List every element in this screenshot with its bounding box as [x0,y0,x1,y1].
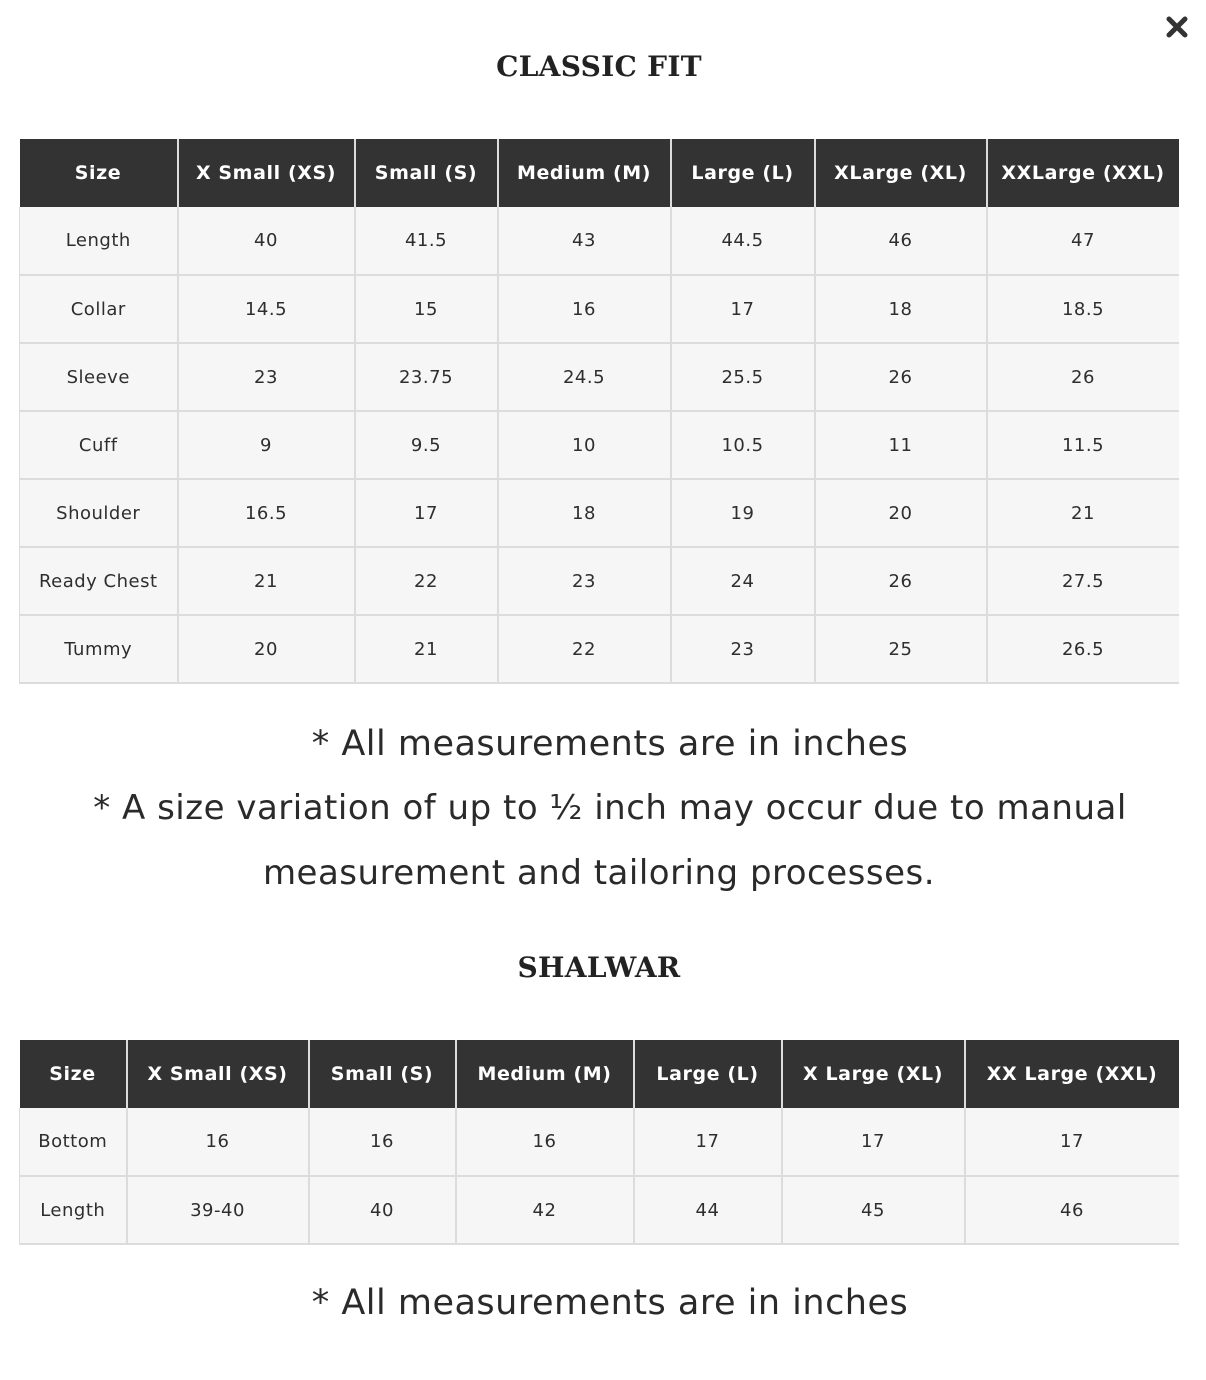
shalwar-size-table [19,1040,1179,1245]
table-cell: 16 [456,1108,634,1176]
table-cell: 14.5 [178,275,355,343]
column-header: Size [20,139,178,207]
classic-fit-title: CLASSIC FIT [496,50,702,83]
table-cell: 24 [671,547,815,615]
table-cell: 47 [987,207,1179,275]
table-cell: 25.5 [671,343,815,411]
row-label: Collar [20,275,178,343]
table-cell: 17 [782,1108,965,1176]
table-cell: 23 [671,615,815,683]
table-cell: 16 [309,1108,456,1176]
column-header: Small (S) [309,1040,456,1108]
table-cell: 41.5 [355,207,498,275]
close-button[interactable] [1162,12,1192,42]
table-cell: 9 [178,411,355,479]
table-cell: 26.5 [987,615,1179,683]
column-header: Medium (M) [498,139,671,207]
table-row [20,1176,1179,1244]
column-header: Large (L) [634,1040,782,1108]
table-cell: 21 [355,615,498,683]
column-header: XXLarge (XXL) [987,139,1179,207]
table-row [20,1108,1179,1176]
table-cell: 22 [498,615,671,683]
row-label: Bottom [20,1108,127,1176]
table-cell: 24.5 [498,343,671,411]
table-cell: 17 [355,479,498,547]
table-cell: 22 [355,547,498,615]
column-header: XX Large (XXL) [965,1040,1179,1108]
column-header: X Small (XS) [178,139,355,207]
measurement-note: * All measurements are in inches [311,724,909,764]
table-cell: 25 [815,615,987,683]
column-header: Large (L) [671,139,815,207]
column-header: Medium (M) [456,1040,634,1108]
table-row [20,343,1179,411]
table-cell: 10 [498,411,671,479]
table-cell: 15 [355,275,498,343]
row-label: Shoulder [20,479,178,547]
table-cell: 20 [178,615,355,683]
table-cell: 39-40 [127,1176,309,1244]
table-row [20,615,1179,683]
row-label: Ready Chest [20,547,178,615]
table-cell: 18 [815,275,987,343]
table-cell: 17 [965,1108,1179,1176]
row-label: Length [20,1176,127,1244]
table-cell: 17 [671,275,815,343]
table-cell: 11.5 [987,411,1179,479]
table-cell: 20 [815,479,987,547]
shalwar-measurement-note: * All measurements are in inches [311,1283,909,1323]
table-cell: 46 [815,207,987,275]
row-label: Sleeve [20,343,178,411]
table-row [20,411,1179,479]
table-cell: 26 [987,343,1179,411]
table-row [20,547,1179,615]
table-cell: 26 [815,547,987,615]
table-cell: 21 [178,547,355,615]
table-cell: 9.5 [355,411,498,479]
table-cell: 40 [178,207,355,275]
table-cell: 23.75 [355,343,498,411]
table-cell: 26 [815,343,987,411]
close-icon [1166,16,1188,38]
table-cell: 11 [815,411,987,479]
table-cell: 46 [965,1176,1179,1244]
table-cell: 44.5 [671,207,815,275]
table-cell: 16 [498,275,671,343]
classic-fit-size-table [19,139,1179,684]
table-cell: 27.5 [987,547,1179,615]
table-row [20,207,1179,275]
table-cell: 16.5 [178,479,355,547]
table-cell: 18.5 [987,275,1179,343]
row-label: Cuff [20,411,178,479]
table-cell: 40 [309,1176,456,1244]
size-variation-note-continued: measurement and tailoring processes. [262,853,936,893]
table-cell: 42 [456,1176,634,1244]
table-cell: 18 [498,479,671,547]
table-header-row [20,1040,1179,1108]
column-header: XLarge (XL) [815,139,987,207]
table-row [20,479,1179,547]
size-variation-note: * A size variation of up to ½ inch may occur due to manual [93,788,1127,828]
table-cell: 16 [127,1108,309,1176]
table-cell: 10.5 [671,411,815,479]
column-header: Small (S) [355,139,498,207]
table-cell: 19 [671,479,815,547]
column-header: X Small (XS) [127,1040,309,1108]
table-cell: 45 [782,1176,965,1244]
table-cell: 44 [634,1176,782,1244]
row-label: Tummy [20,615,178,683]
table-cell: 17 [634,1108,782,1176]
column-header: Size [20,1040,127,1108]
table-cell: 23 [178,343,355,411]
table-cell: 23 [498,547,671,615]
table-header-row [20,139,1179,207]
row-label: Length [20,207,178,275]
table-cell: 21 [987,479,1179,547]
table-cell: 43 [498,207,671,275]
shalwar-title: SHALWAR [517,951,681,984]
column-header: X Large (XL) [782,1040,965,1108]
table-row [20,275,1179,343]
